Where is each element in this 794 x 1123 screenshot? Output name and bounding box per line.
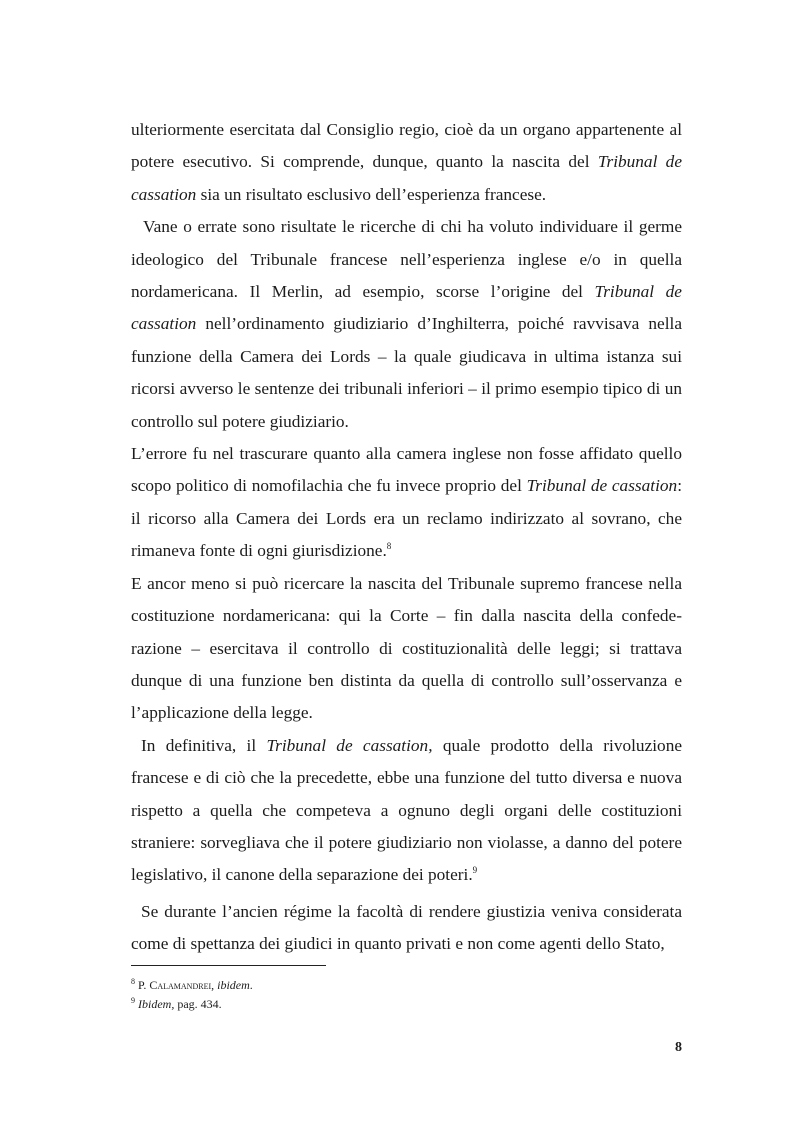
- paragraph-4: [131, 568, 682, 730]
- footnotes: [131, 976, 682, 1014]
- paragraph-3-text-end: : il ricorso alla Camera dei Lords era un reclamo indirizzato al sovrano, che rimaneva fonte di ogni giurisdizione.: [131, 476, 682, 561]
- footnote-divider: [131, 965, 326, 966]
- footnote-reference: ibidem: [217, 978, 250, 992]
- footnote-tail: .: [249, 978, 253, 992]
- page-number: 8: [675, 1040, 682, 1055]
- paragraph-2-text: Vane o errate sono risultate le ricerche di chi ha voluto individuare il germe ideologico del Tribunale francese nell’esperienza inglese e/o in quella nordamericana. Il Merlin, ad esempio, scorse l’origine del: [131, 217, 682, 302]
- paragraph-5-text-end: quale prodotto della rivoluzione francese e di ciò che la precedette, ebbe una funzione del tutto diversa e nuova rispetto a quella che competeva a ognuno degli organi delle costituzioni straniere: sorvegliava che il potere giudiziario non violasse, a danno del potere legislativo, il canone della separazione dei poteri.: [131, 735, 682, 885]
- footnote-number: 9: [131, 996, 135, 1005]
- body-text: [131, 114, 682, 961]
- paragraph-6: [131, 896, 682, 961]
- paragraph-5: [131, 730, 682, 892]
- paragraph-3: [131, 438, 682, 568]
- paragraph-1: [131, 114, 682, 211]
- paragraph-2: [131, 211, 682, 438]
- footnote-ref-8: 8: [386, 540, 392, 551]
- paragraph-3-text: L’errore fu nel trascurare quanto alla camera inglese non fosse affidato quello scopo politico di nomofilachia che fu invece proprio del: [131, 444, 682, 496]
- paragraph-2-text-end: nell’ordinamento giudiziario d’Inghilterra, poiché ravvisava nella funzione della Camera dei Lords – la quale giudicava in ultima istanza sui ricorsi avverso le sentenze dei tribunali inferiori – il primo esempio tipico di un controllo sul potere giudiziario.: [131, 314, 682, 431]
- paragraph-1-text-end: sia un risultato esclusivo dell’esperienza francese.: [196, 184, 547, 204]
- paragraph-1-text: ulteriormente esercitata dal Consiglio regio, cioè da un organo appartenente al potere esecutivo. Si comprende, dunque, quanto la nascita del: [131, 120, 682, 172]
- footnote-reference: Ibidem,: [138, 997, 175, 1011]
- footnote-8: [131, 976, 682, 995]
- paragraph-2-italic: Tribunal de cassation: [131, 282, 682, 334]
- footnote-tail: pag. 434.: [174, 997, 222, 1011]
- paragraph-5-italic: Tribunal de cassation,: [266, 735, 433, 755]
- paragraph-3-italic: Tribunal de cassation: [526, 476, 678, 496]
- footnote-author: P. Calamandrei,: [138, 978, 215, 992]
- paragraph-6-text: Se durante l’ancien régime la facoltà di rendere giustizia veniva considerata come di spettanza dei giudici in quanto privati e non come agenti dello Stato,: [131, 901, 682, 954]
- footnote-9: [131, 995, 682, 1014]
- paragraph-4-text: E ancor meno si può ricercare la nascita del Tribunale supremo francese nella costituzione nordamericana: qui la Corte – fin dalla nascita della confede-razione – esercitava il controllo di costituzionalità delle leggi; si trattava dunque di una funzione ben distinta da quella di controllo sull’osservanza e l’applicazione della legge.: [131, 573, 682, 723]
- paragraph-5-text: In definitiva, il: [141, 735, 267, 755]
- footnote-number: 8: [131, 977, 135, 986]
- paragraph-1-italic: Tribunal de cassation: [131, 152, 682, 204]
- footnote-ref-9: 9: [472, 864, 478, 875]
